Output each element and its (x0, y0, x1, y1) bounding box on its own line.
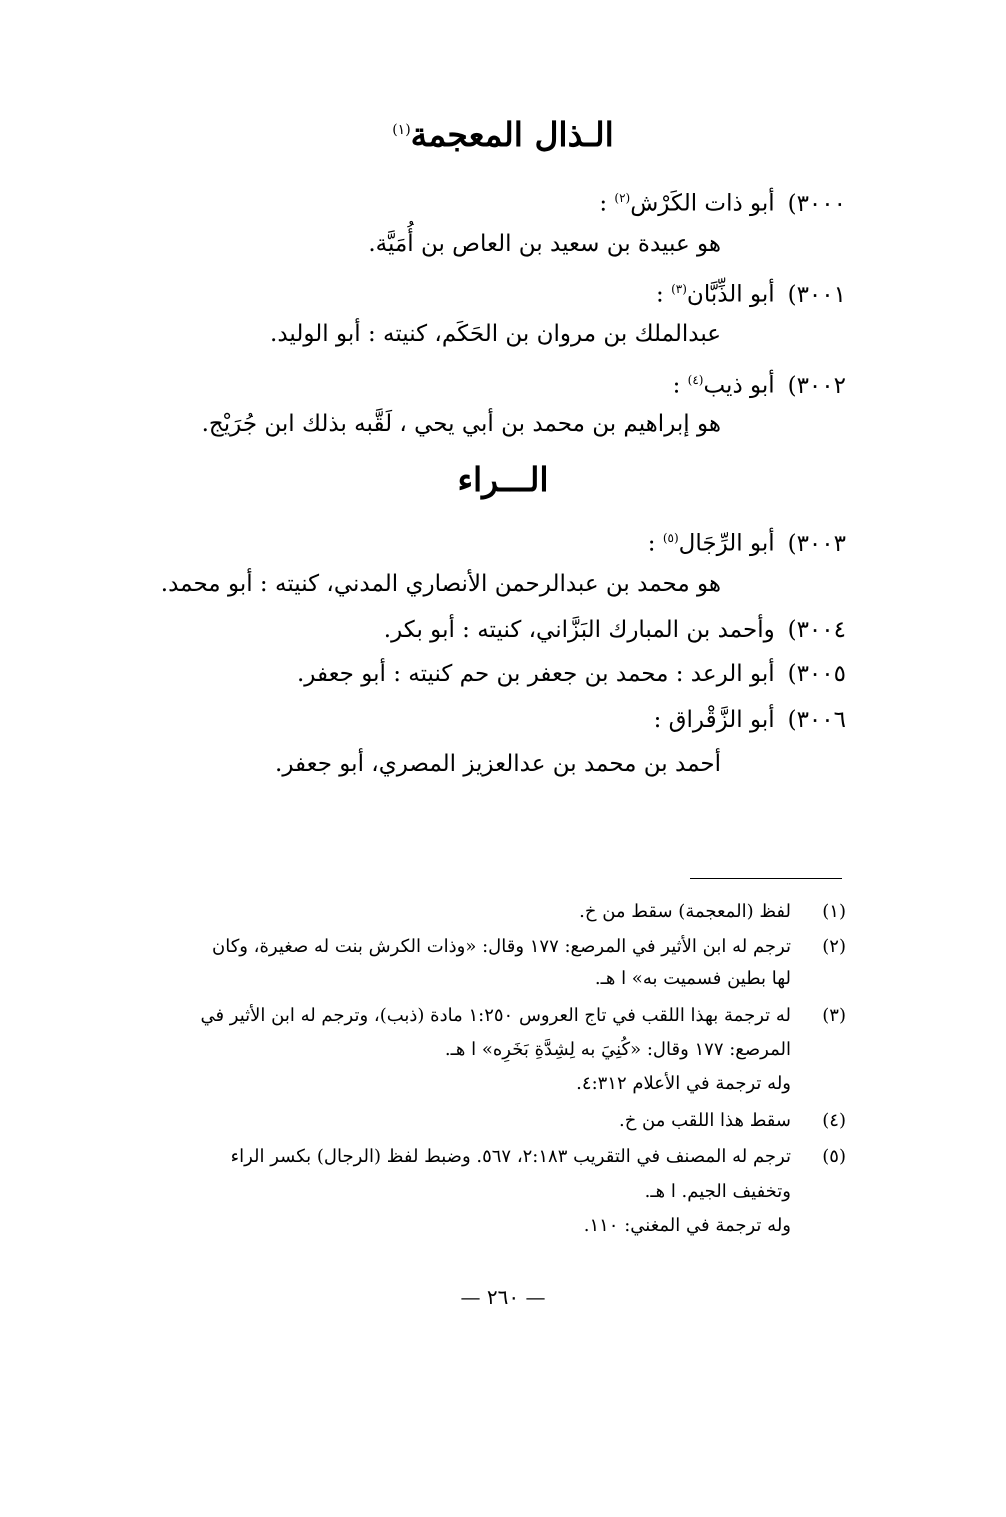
section-heading-dhal (0, 108, 1006, 157)
footnote-marker: (١) (392, 122, 411, 138)
entry-number: ٣٠٠٠) (787, 190, 846, 217)
entry-title: أبو الزَّقْراق : (653, 707, 775, 733)
entry-colon: : (599, 190, 615, 217)
entry-title: أبو ذيب (703, 372, 775, 399)
footnote-line: ترجم له المصنف في التقريب ٢:١٨٣، ٥٦٧. وضبط لفظ (الرجال) بكسر الراء (230, 1146, 791, 1167)
entry-3003-body: هو محمد بن عبدالرحمن الأنصاري المدني، كنيته : أبو محمد. (160, 571, 721, 597)
footnote-marker: (٣) (671, 282, 687, 296)
page-number: — ٢٦٠ — (460, 1285, 546, 1309)
footnote-line: وتخفيف الجيم. ا هـ. (644, 1181, 791, 1202)
entry-number: ٣٠٠٣) (787, 530, 846, 557)
entry-3002 (673, 362, 846, 404)
footnote-line: ترجم له ابن الأثير في المرصع: ١٧٧ وقال: «وذات الكرش بنت له صغيرة، وكان (211, 936, 791, 957)
entry-title: وأحمد بن المبارك البَزَّاني، كنيته : أبو بكر. (383, 617, 775, 643)
entry-number: ٣٠٠٢) (787, 372, 846, 399)
entry-colon: : (647, 530, 663, 557)
section-heading-ra (0, 458, 1006, 502)
footnote-line: لها بطين فسميت به» ا هـ. (594, 968, 791, 989)
entry-title: أبو ذات الكَرْش (630, 190, 775, 217)
entry-3006 (654, 702, 846, 738)
footnote-line: له ترجمة بهذا اللقب في تاج العروس ١:٢٥٠ مادة (ذبب)، وترجم له ابن الأثير في (200, 1005, 791, 1026)
heading-text: الـذال المعجمة (410, 115, 614, 154)
footnote-line: وله ترجمة في المغني: ١١٠. (583, 1215, 791, 1236)
entry-3000-body: هو عبيدة بن سعيد بن العاص بن أُمَيَّة. (368, 231, 721, 257)
footnote-line: وله ترجمة في الأعلام ٤:٣١٢. (576, 1073, 791, 1094)
footnote-line: لفظ (المعجمة) سقط من خ. (579, 901, 791, 922)
entry-3005 (297, 656, 846, 692)
entry-title: أبو الذِّبَّان (686, 281, 775, 308)
footnote-line: سقط هذا اللقب من خ. (618, 1110, 791, 1131)
entry-3003 (648, 520, 846, 562)
footnote-number: (٤) (822, 1110, 846, 1131)
footnote-separator (690, 878, 842, 879)
footnote-marker: (٢) (614, 191, 631, 205)
entry-colon: : (656, 281, 672, 308)
footnote-marker: (٤) (687, 373, 704, 387)
entry-3001-body: عبدالملك بن مروان بن الحَكَم، كنيته : أبو الوليد. (270, 321, 721, 347)
footnote-line: المرصع: ١٧٧ وقال: «كُنِيَ به لِشِدَّةِ بَخَرِه» ا هـ. (444, 1039, 791, 1060)
footnote-number: (٣) (822, 1005, 846, 1026)
heading-text: الـــراء (457, 460, 549, 499)
footnote-number: (٥) (822, 1146, 846, 1167)
entry-title: أبو الرعد : محمد بن جعفر بن حم كنيته : أبو جعفر. (296, 661, 775, 687)
footnote-number: (٢) (822, 936, 846, 957)
entry-3001 (656, 271, 846, 313)
entry-number: ٣٠٠٥) (787, 661, 846, 687)
entry-number: ٣٠٠٦) (787, 707, 846, 733)
entry-3004 (384, 612, 846, 648)
entry-3006-body: أحمد بن محمد بن عدالعزيز المصري، أبو جعفر. (275, 751, 721, 777)
entry-3002-body: هو إبراهيم بن محمد بن أبي يحي ، لَقَّبه بذلك ابن جُرَيْج. (201, 411, 721, 437)
entry-colon: : (672, 372, 688, 399)
footnote-number: (١) (822, 901, 846, 922)
entry-number: ٣٠٠٤) (787, 617, 846, 643)
footnote-marker: (٥) (662, 531, 679, 545)
entry-title: أبو الرِّجَال (678, 530, 775, 557)
entry-number: ٣٠٠١) (787, 281, 846, 308)
entry-3000 (599, 180, 846, 222)
